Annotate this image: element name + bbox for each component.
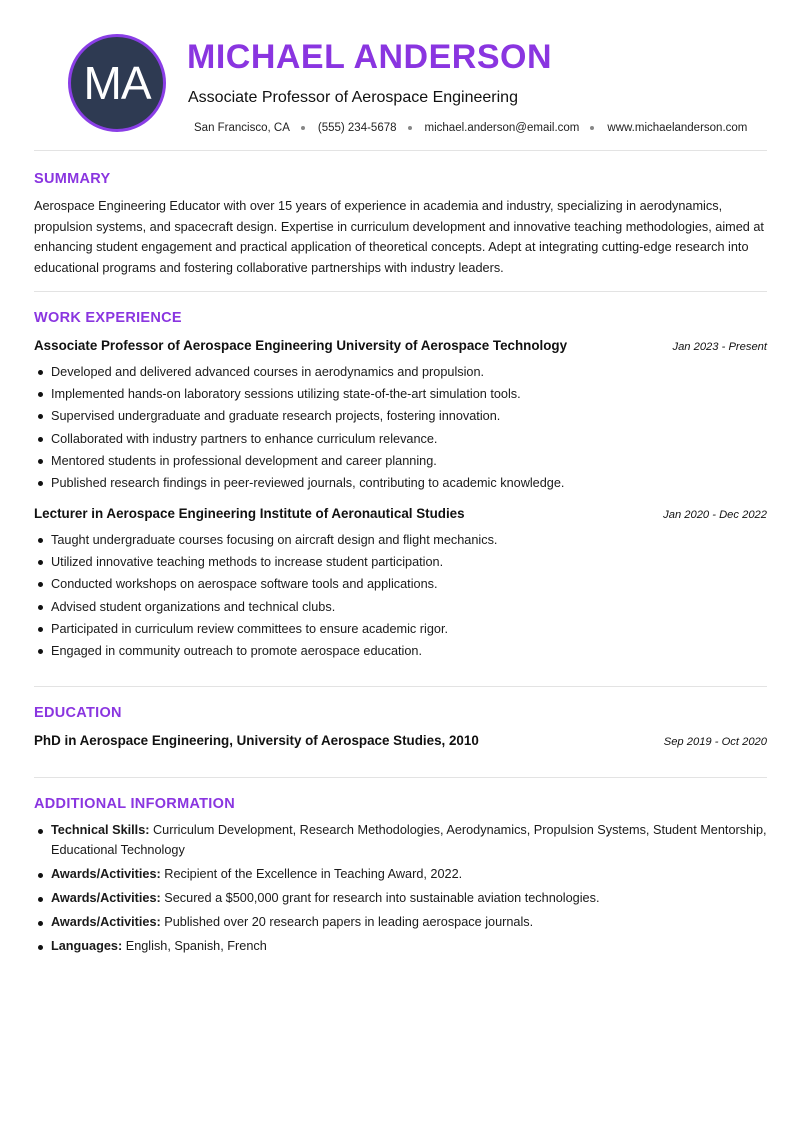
list-item: Developed and delivered advanced courses in aerodynamics and propulsion. [34, 361, 767, 383]
item-text: Recipient of the Excellence in Teaching Award, 2022. [160, 866, 463, 881]
list-item: Participated in curriculum review committees to ensure academic rigor. [34, 618, 767, 640]
list-item: Mentored students in professional development and career planning. [34, 450, 767, 472]
item-text: Curriculum Development, Research Methodologies, Aerodynamics, Propulsion Systems, Student Mentorship, Educational Technology [51, 823, 767, 857]
separator-dot [590, 126, 594, 130]
list-item: Published research findings in peer-reviewed journals, contributing to academic knowledge. [34, 472, 767, 494]
contact-location: San Francisco, CA [194, 122, 290, 134]
item-label: Languages: [51, 938, 123, 953]
job-bullets [34, 529, 767, 662]
item-label: Awards/Activities: [51, 914, 161, 929]
section-divider [34, 777, 767, 778]
list-item: Engaged in community outreach to promote aerospace education. [34, 640, 767, 662]
item-text: Published over 20 research papers in leading aerospace journals. [160, 914, 534, 929]
job-bullets [34, 361, 767, 494]
item-text: English, Spanish, French [122, 938, 267, 953]
list-item: Utilized innovative teaching methods to increase student participation. [34, 551, 767, 573]
candidate-title: Associate Professor of Aerospace Engineering [188, 89, 518, 106]
experience-heading: WORK EXPERIENCE [34, 310, 182, 326]
list-item [34, 913, 767, 933]
item-label: Awards/Activities: [51, 866, 161, 881]
additional-heading: ADDITIONAL INFORMATION [34, 796, 235, 812]
list-item: Collaborated with industry partners to enhance curriculum relevance. [34, 428, 767, 450]
additional-list [34, 821, 767, 961]
resume-header [34, 0, 767, 150]
list-item [34, 821, 767, 860]
list-item [34, 937, 767, 957]
section-divider [34, 150, 767, 151]
job-header [34, 506, 767, 521]
list-item: Conducted workshops on aerospace software tools and applications. [34, 573, 767, 595]
item-text: Secured a $500,000 grant for research into sustainable aviation technologies. [160, 890, 600, 905]
candidate-name: MICHAEL ANDERSON [187, 38, 553, 76]
list-item [34, 889, 767, 909]
summary-heading: SUMMARY [34, 171, 111, 187]
avatar [68, 34, 166, 132]
job-role: Lecturer in Aerospace Engineering Institute of Aeronautical Studies [34, 506, 465, 521]
list-item: Supervised undergraduate and graduate research projects, fostering innovation. [34, 405, 767, 427]
education-entry [34, 733, 767, 748]
separator-dot [408, 126, 412, 130]
job-header [34, 338, 767, 353]
job-role: Associate Professor of Aerospace Engineering University of Aerospace Technology [34, 338, 568, 353]
contact-bar [194, 120, 747, 136]
contact-website[interactable]: www.michaelanderson.com [607, 122, 748, 134]
contact-phone: (555) 234-5678 [317, 122, 397, 134]
list-item: Advised student organizations and technical clubs. [34, 596, 767, 618]
job-date: Jan 2020 - Dec 2022 [663, 509, 767, 521]
avatar-initials: MA [83, 57, 151, 109]
section-divider [34, 291, 767, 292]
item-label: Awards/Activities: [51, 890, 161, 905]
education-degree: PhD in Aerospace Engineering, University of Aerospace Studies, 2010 [34, 733, 479, 748]
summary-text: Aerospace Engineering Educator with over 15 years of experience in academia and industry, specializing in aerodynamics, propulsion systems, and spacecraft design. Expertise in curriculum development and innovative teaching methodologies, aimed at enhancing student engagement and practical application of theoretical concepts. Adept at integrating cutting-edge research into educational programs and fostering collaborative partnerships with industry leaders. [34, 199, 764, 275]
contact-email[interactable]: michael.anderson@email.com [424, 122, 580, 134]
section-divider [34, 686, 767, 687]
separator-dot [301, 126, 305, 130]
job-date: Jan 2023 - Present [672, 341, 767, 353]
item-label: Technical Skills: [51, 823, 150, 837]
list-item [34, 865, 767, 885]
list-item: Taught undergraduate courses focusing on aircraft design and flight mechanics. [34, 529, 767, 551]
list-item: Implemented hands-on laboratory sessions utilizing state-of-the-art simulation tools. [34, 383, 767, 405]
education-heading: EDUCATION [34, 705, 122, 721]
education-date: Sep 2019 - Oct 2020 [663, 736, 767, 748]
